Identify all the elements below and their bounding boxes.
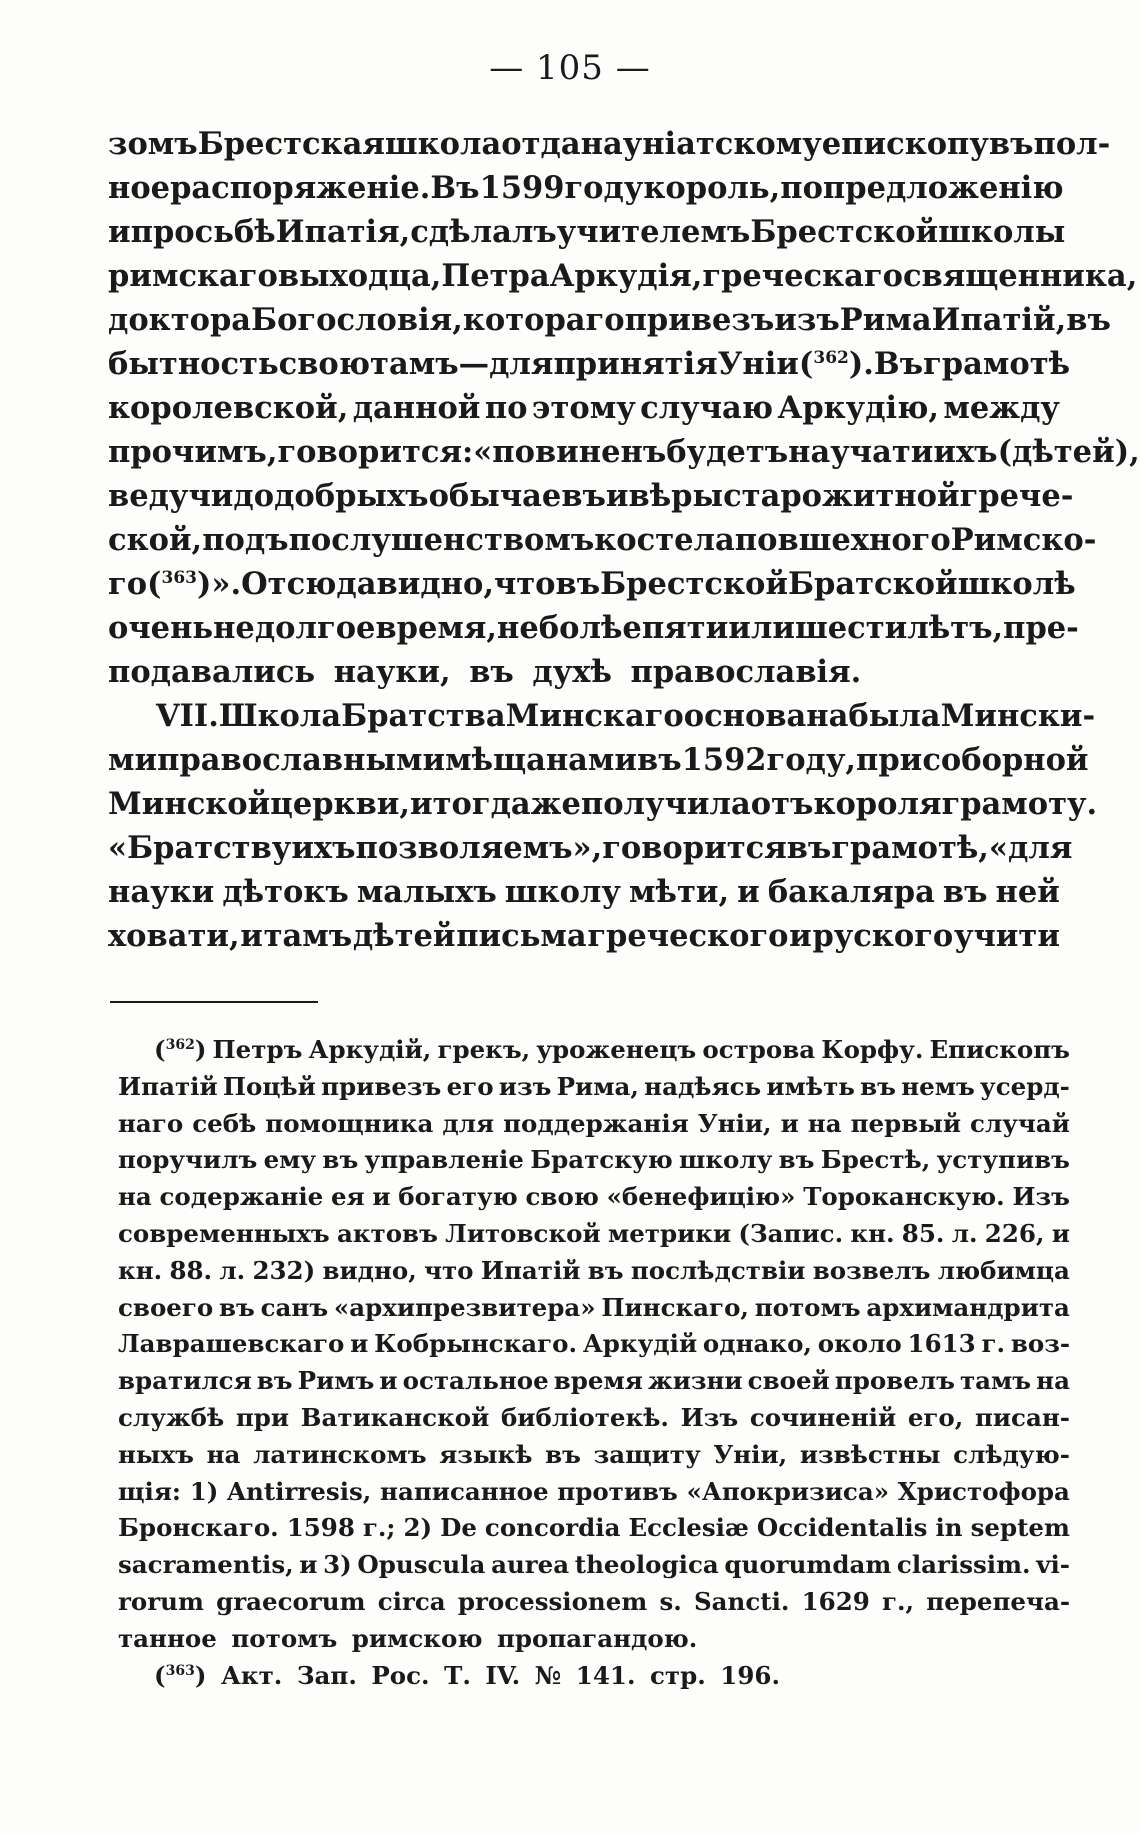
text-line: ведучи до добрыхъ обычаевъ и вѣры старожитной грече- (108, 478, 1074, 514)
footnote-362-line: ныхъ на латинскомъ языкѣ въ защиту Уніи, извѣстны слѣдую- (118, 1439, 1070, 1469)
footnote-362-line: Ипатій Поцѣй привезъ его изъ Рима, надѣясь имѣть въ немъ усерд- (118, 1071, 1070, 1101)
footnote-362-line: на содержаніе ея и богатую свою «бенефицію» Тороканскую. Изъ (118, 1182, 1070, 1212)
footnote-362-line: Лаврашевскаго и Кобрынскаго. Аркудій однако, около 1613 г. воз- (118, 1329, 1070, 1359)
text-line: зомъ Брестская школа отдана уніатскому епископу въ пол- (108, 126, 1111, 162)
text-line: и просьбѣ Ипатія, сдѣлалъ учителемъ Брестской школы (108, 214, 1066, 250)
text-line: «Братству ихъ позволяемъ», говорится въ грамотѣ, «для (108, 830, 1073, 866)
footnote-362-line: щія: 1) Antirresis, написанное противъ «Апокризиса» Христофора (118, 1476, 1070, 1506)
footnote-362-line: sacramentis, и 3) Opuscula aurea theologica quorumdam clarissim. vi- (118, 1550, 1070, 1580)
text-line: подавались науки, въ духѣ православія. (108, 654, 862, 690)
text-line: ми православными мѣщанами въ 1592 году, при соборной (108, 742, 1089, 778)
text-line: ховати, и тамъ дѣтей письма греческого и руского учити (108, 918, 1060, 954)
footnote-362-line: ($^{362}$) Петръ Аркудій, грекъ, уроженецъ острова Корфу. Епископъ (118, 1032, 1070, 1069)
text-line: королевской, данной по этому случаю Аркудію, между (108, 390, 1060, 426)
text-line: го ($^{363}$)». Отсюда видно, что въ Брестской Братской школѣ (108, 566, 1076, 602)
text-line: очень недолгое время, не болѣе пяти или шести лѣтъ, пре- (108, 610, 1079, 646)
text-line: ской, подъ послушенствомъ костела повшехного Римско- (108, 522, 1097, 558)
footnote-362-line: Бронскаго. 1598 г.; 2) De concordia Ecclesiæ Occidentalis in septem (118, 1513, 1070, 1543)
text-line: бытность свою тамъ—для принятія Уніи ($^{362}$). Въ грамотѣ (108, 346, 1071, 382)
footnote-362-line: наго себѣ помощника для поддержанія Уніи, и на первый случай (118, 1108, 1070, 1138)
footnote-362-line: танное потомъ римскою пропагандою. (118, 1623, 698, 1653)
footnote-362-line: rorum graecorum circa processionem s. Sancti. 1629 г., перепеча- (118, 1586, 1070, 1616)
footnote-362-line: современныхъ актовъ Литовской метрики (Запис. кн. 85. л. 226, и (118, 1218, 1070, 1248)
main-text (108, 122, 1140, 958)
text-line: доктора Богословія, котораго привезъ изъ Рима Ипатій, въ (108, 302, 1111, 338)
footnote-separator (110, 1001, 318, 1003)
footnote-362-line: вратился въ Римъ и остальное время жизни своей провелъ тамъ на (118, 1366, 1070, 1396)
footnote-363-text: Акт. Зап. Рос. Т. IV. № 141. стр. 196. (220, 1660, 780, 1690)
footnote-362-line: поручилъ ему въ управленіе Братскую школу въ Брестѣ, уступивъ (118, 1145, 1070, 1175)
text-line: прочимъ, говорится: «повиненъ будетъ научати ихъ (дѣтей), (108, 434, 1140, 470)
footnote-362-line: своего въ санъ «архипрезвитера» Пинскаго, потомъ архимандрита (118, 1292, 1070, 1322)
footnote-362-line: службѣ при Ватиканской библіотекѣ. Изъ сочиненій его, писан- (118, 1402, 1070, 1432)
text-line: римскаго выходца, Петра Аркудія, греческаго священника, (108, 258, 1138, 294)
footnote-marker: ($^{362}$) (154, 1035, 207, 1064)
text-line: ное распоряженіе. Въ 1599 году король, по предложенію (108, 170, 1064, 206)
text-line: Минской церкви, и тогда же получила отъ короля грамоту. (108, 786, 1098, 822)
footnote-363 (118, 1658, 1070, 1695)
footnote-363-marker: ($^{363}$) (154, 1660, 221, 1690)
text-line: науки дѣтокъ малыхъ школу мѣти, и бакаляра въ ней (108, 874, 1060, 910)
page-number: — 105 — (489, 48, 651, 88)
section-heading-line: VII. Школа Братства Минскаго основана была Мински- (156, 698, 1096, 734)
footnote-362-line: кн. 88. л. 232) видно, что Ипатій въ послѣдствіи возвелъ любимца (118, 1255, 1070, 1285)
footnotes (118, 1032, 1070, 1694)
